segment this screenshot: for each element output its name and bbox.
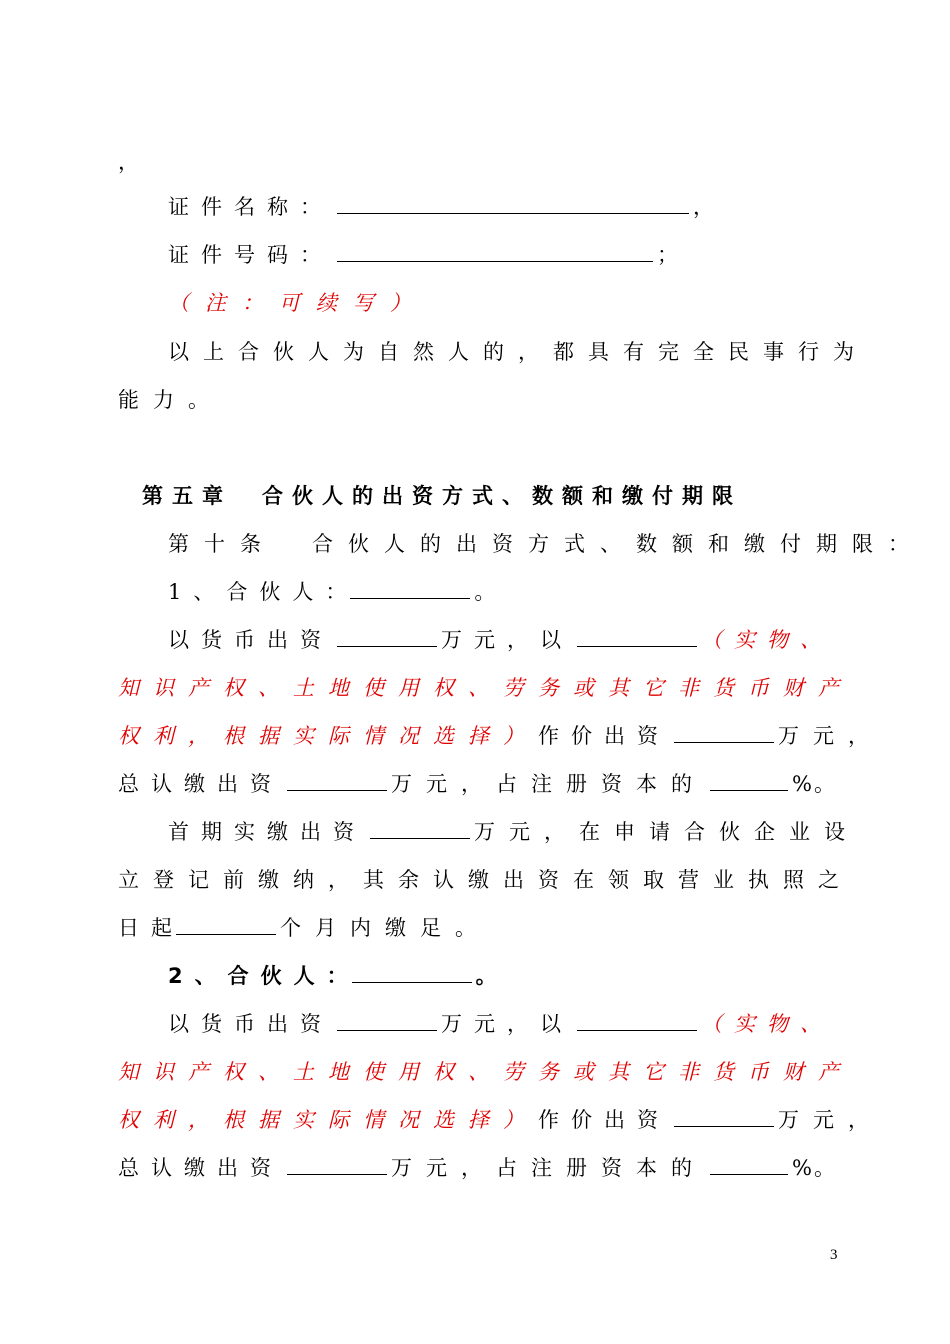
cert-no-line — [168, 241, 690, 269]
p2-pct: %。 — [792, 1156, 837, 1180]
p1-months-blank[interactable] — [176, 914, 276, 935]
p1-pct: %。 — [792, 772, 837, 796]
p2-red-1: （实物、 — [701, 1012, 833, 1036]
p1-cash-blank[interactable] — [337, 626, 437, 647]
p2-total-blank[interactable] — [287, 1154, 387, 1175]
page-number: 3 — [830, 1247, 838, 1263]
p2-cash-label: 以货币出资 — [168, 1012, 333, 1036]
cert-name-end: ， — [693, 195, 726, 219]
stray-comma: ， — [118, 150, 151, 174]
partner-2-end: 。 — [475, 964, 509, 988]
partner-2-line — [168, 962, 509, 990]
p1-total-blank[interactable] — [287, 770, 387, 791]
p2-value-blank[interactable] — [674, 1106, 774, 1127]
p1-value-line — [118, 722, 883, 750]
p2-total-line — [118, 1154, 837, 1182]
p2-value-label: 作价出资 — [538, 1108, 670, 1132]
p2-red-3: 权利，根据实际情况选择） — [118, 1108, 538, 1132]
p1-first-line-1 — [168, 818, 859, 846]
p1-value-label: 作价出资 — [538, 724, 670, 748]
partner-2-label: 2、合伙人： — [168, 964, 360, 988]
cert-no-end: ； — [657, 243, 690, 267]
cert-no-label: 证件号码： — [168, 243, 333, 267]
p1-first-4a: 日起 — [118, 916, 184, 940]
partner-1-label: 1、合伙人： — [168, 580, 359, 604]
p1-red-line-2: 知识产权、土地使用权、劳务或其它非货币财产 — [118, 676, 853, 700]
p2-value-line — [118, 1106, 883, 1134]
cert-name-blank[interactable] — [337, 193, 689, 214]
natural-person-line-2: 能力。 — [118, 388, 223, 412]
p2-cash-blank[interactable] — [337, 1010, 437, 1031]
article-10: 第十条 合伙人的出资方式、数额和缴付期限： — [168, 532, 924, 556]
p1-wan3: 万元，占注册资本的 — [391, 772, 706, 796]
p1-first-blank[interactable] — [370, 818, 470, 839]
partner-1-cash-line — [168, 626, 833, 654]
cert-name-line — [168, 193, 726, 221]
cert-name-label: 证件名称： — [168, 195, 333, 219]
p1-first-4b: 个月内缴足。 — [280, 916, 490, 940]
p1-red-3: 权利，根据实际情况选择） — [118, 724, 538, 748]
p1-first-line-3: 立登记前缴纳，其余认缴出资在领取营业执照之 — [118, 868, 853, 892]
p1-pct-blank[interactable] — [710, 770, 788, 791]
cert-no-blank[interactable] — [337, 241, 653, 262]
p1-wan2: 万元， — [778, 724, 883, 748]
p1-total-label: 总认缴出资 — [118, 772, 283, 796]
p2-pct-blank[interactable] — [710, 1154, 788, 1175]
p1-kind-blank[interactable] — [577, 626, 697, 647]
p1-first-label: 首期实缴出资 — [168, 820, 366, 844]
partner-1-end: 。 — [474, 580, 508, 604]
partner-1-line — [168, 578, 507, 606]
note-continue: （注：可续写） — [168, 291, 427, 315]
p2-wan1: 万元，以 — [441, 1012, 573, 1036]
p2-red-line-2: 知识产权、土地使用权、劳务或其它非货币财产 — [118, 1060, 853, 1084]
p2-kind-blank[interactable] — [577, 1010, 697, 1031]
p1-first-line-4 — [118, 914, 490, 942]
p2-total-label: 总认缴出资 — [118, 1156, 283, 1180]
p1-total-line — [118, 770, 837, 798]
p1-value-blank[interactable] — [674, 722, 774, 743]
natural-person-line-1: 以上合伙人为自然人的，都具有完全民事行为 — [168, 340, 868, 364]
p1-cash-label: 以货币出资 — [168, 628, 333, 652]
p2-wan2: 万元， — [778, 1108, 883, 1132]
p2-wan3: 万元，占注册资本的 — [391, 1156, 706, 1180]
partner-2-cash-line — [168, 1010, 833, 1038]
partner-1-name-blank[interactable] — [350, 578, 470, 599]
p1-red-1: （实物、 — [701, 628, 833, 652]
p1-first-2: 万元，在申请合伙企业设 — [474, 820, 859, 844]
chapter-title: 第五章 合伙人的出资方式、数额和缴付期限 — [142, 484, 742, 508]
partner-2-name-blank[interactable] — [352, 962, 472, 983]
p1-wan1: 万元，以 — [441, 628, 573, 652]
